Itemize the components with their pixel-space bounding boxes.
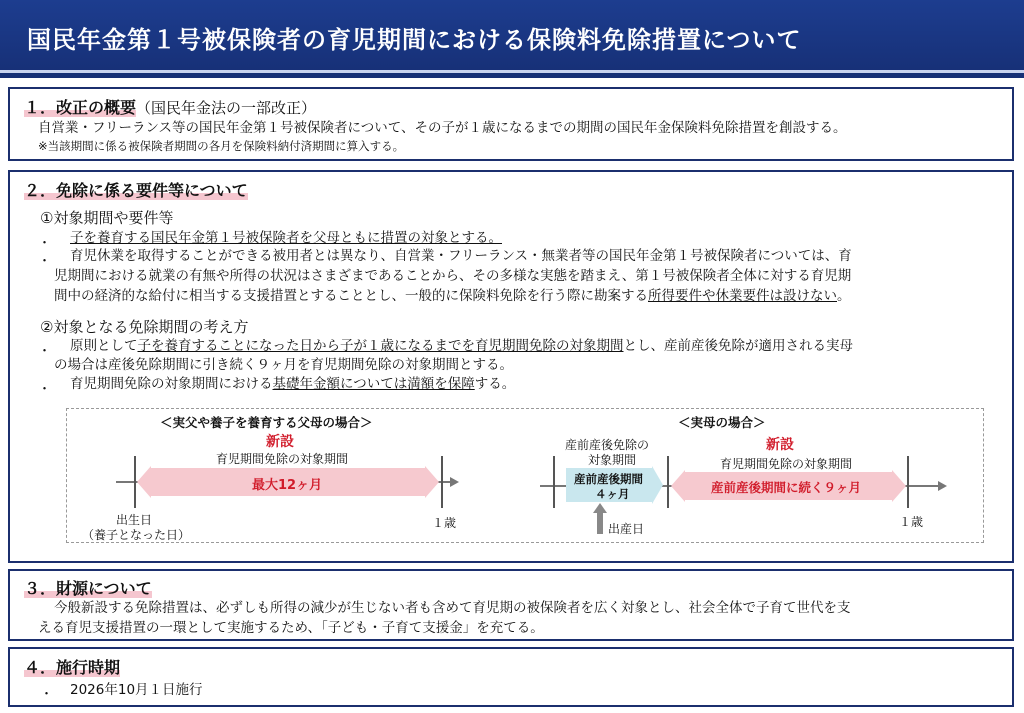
page-title: 国民年金第１号被保険者の育児期間における保険料免除措置について — [27, 26, 802, 54]
bullet-mark: ・ — [40, 687, 54, 702]
bullet-parents-target-text: 子を養育する国民年金第１号被保険者を父母ともに措置の対象とする。 — [70, 230, 502, 246]
bullet-period-principle-line2: の場合は産後免除期間に引き続く９ヶ月を育児期間免除の対象期間とする。 — [54, 357, 513, 373]
effective-date-text: 2026年10月１日施行 — [70, 682, 203, 698]
overview-text: 自営業・フリーランス等の国民年金第１号被保険者について、その子が１歳になるまでの期間の国民年金保険料免除措置を創設する。 — [38, 120, 847, 136]
bullet-no-income-requirement-line2: 児期間における就業の有無や所得の状況はさまざまであることから、その多様な実態を踏まえ、第１号被保険者全体に対する育児期 — [54, 268, 852, 284]
left-period-label: 育児期間免除の対象期間 — [216, 452, 349, 466]
left-start-label: 出生日 — [116, 513, 153, 527]
diagram-left-title: ＜実父や養子を養育する父母の場合＞ — [160, 415, 373, 430]
left-start-sublabel: （養子となった日） — [82, 528, 191, 542]
section-requirements-title: ２．免除に係る要件等について — [24, 181, 248, 200]
section-overview-heading — [24, 95, 316, 118]
line3-text: 間中の経済的な給付に相当する支援措置とすることとし、一般的に保険料免除を行う際に勘案する — [54, 288, 648, 304]
left-end-marker — [441, 456, 443, 508]
section-requirements-heading — [24, 178, 248, 201]
prenatal-bar-months: ４ヶ月 — [595, 487, 630, 501]
funding-text-line1: 今般新設する免除措置は、必ずしも所得の減少が生じない者も含めて育児期の被保険者を広く対象とし、社会全体で子育て世代を支 — [54, 600, 851, 616]
section-overview-title: １．改正の概要 — [24, 98, 137, 117]
bullet-mark: ・ — [38, 254, 52, 269]
bullet-mark: ・ — [38, 382, 52, 397]
prenatal-label-line2: 対象期間 — [588, 453, 637, 467]
section-funding-heading — [24, 576, 152, 599]
period-text-underlined: 子を養育することになった日から子が１歳になるまでを育児期間免除の対象期間 — [137, 338, 624, 354]
left-timeline-arrow — [450, 477, 459, 487]
right-end-label: １歳 — [899, 515, 924, 529]
section-effective-title: ４．施行時期 — [24, 658, 121, 677]
section-funding — [8, 569, 1014, 641]
left-bar-arrow-left — [137, 466, 151, 498]
subheading-target-period: ①対象期間や要件等 — [40, 209, 174, 227]
pension-text-underlined: 基礎年金額については満額を保障 — [272, 376, 475, 392]
prenatal-end-marker — [667, 456, 669, 508]
right-bar-arrow-right — [892, 470, 906, 502]
bullet-mark: ・ — [38, 344, 52, 359]
subheading-exemption-period: ②対象となる免除期間の考え方 — [40, 318, 249, 336]
right-bar-arrow-left — [671, 470, 685, 502]
left-bar-arrow-right — [425, 466, 439, 498]
right-timeline-arrow — [938, 481, 947, 491]
bullet-parents-target — [70, 229, 502, 247]
pension-text-a: 育児期間免除の対象期間における — [70, 376, 273, 392]
title-banner — [0, 0, 1024, 78]
prenatal-label-line1: 産前産後免除の — [565, 438, 650, 452]
section-funding-title: ３．財源について — [24, 579, 152, 598]
bullet-no-income-requirement-line1: 育児休業を取得することができる被用者とは異なり、自営業・フリーランス・無業者等の国民年金第１号被保険者については、育 — [70, 248, 852, 264]
left-new-label: 新設 — [266, 434, 294, 450]
prenatal-bar-label: 産前産後期間 — [574, 472, 643, 486]
bullet-no-income-requirement-line3 — [54, 287, 851, 305]
section-overview — [8, 87, 1014, 161]
birth-arrow-shaft — [597, 512, 603, 534]
section-effective-date — [8, 647, 1014, 707]
left-end-label: １歳 — [432, 516, 457, 530]
line3-end: 。 — [837, 288, 851, 304]
right-new-label: 新設 — [766, 437, 794, 453]
left-start-marker — [134, 456, 136, 508]
right-period-label: 育児期間免除の対象期間 — [720, 457, 853, 471]
section-overview-subtitle: （国民年金法の一部改正） — [136, 99, 317, 117]
bullet-mark: ・ — [38, 236, 52, 251]
pregnancy-start-marker — [553, 456, 555, 508]
birth-date-label: 出産日 — [608, 522, 645, 536]
overview-note: ※当該期間に係る被保険者期間の各月を保険料納付済期間に算入する。 — [38, 139, 405, 153]
section-effective-heading — [24, 655, 120, 678]
bullet-period-principle-line1 — [70, 337, 853, 355]
funding-text-line2: える育児支援措置の一環として実施するため、「子ども・子育て支援金」を充てる。 — [38, 620, 544, 636]
right-end-marker — [907, 456, 909, 508]
right-bar-label: 産前産後期間に続く９ヶ月 — [711, 480, 862, 495]
banner-divider — [0, 70, 1024, 73]
pension-text-b: する。 — [474, 376, 516, 392]
bullet-basic-pension-full — [70, 375, 515, 393]
left-bar-label: 最大12ヶ月 — [252, 478, 323, 493]
period-text-a: 原則として — [70, 338, 138, 354]
line3-underlined: 所得要件や休業要件は設けない — [648, 288, 837, 304]
prenatal-bar-arrow — [652, 466, 663, 504]
period-text-b: とし、産前産後免除が適用される実母 — [623, 338, 853, 354]
diagram-right-title: ＜実母の場合＞ — [678, 415, 766, 430]
